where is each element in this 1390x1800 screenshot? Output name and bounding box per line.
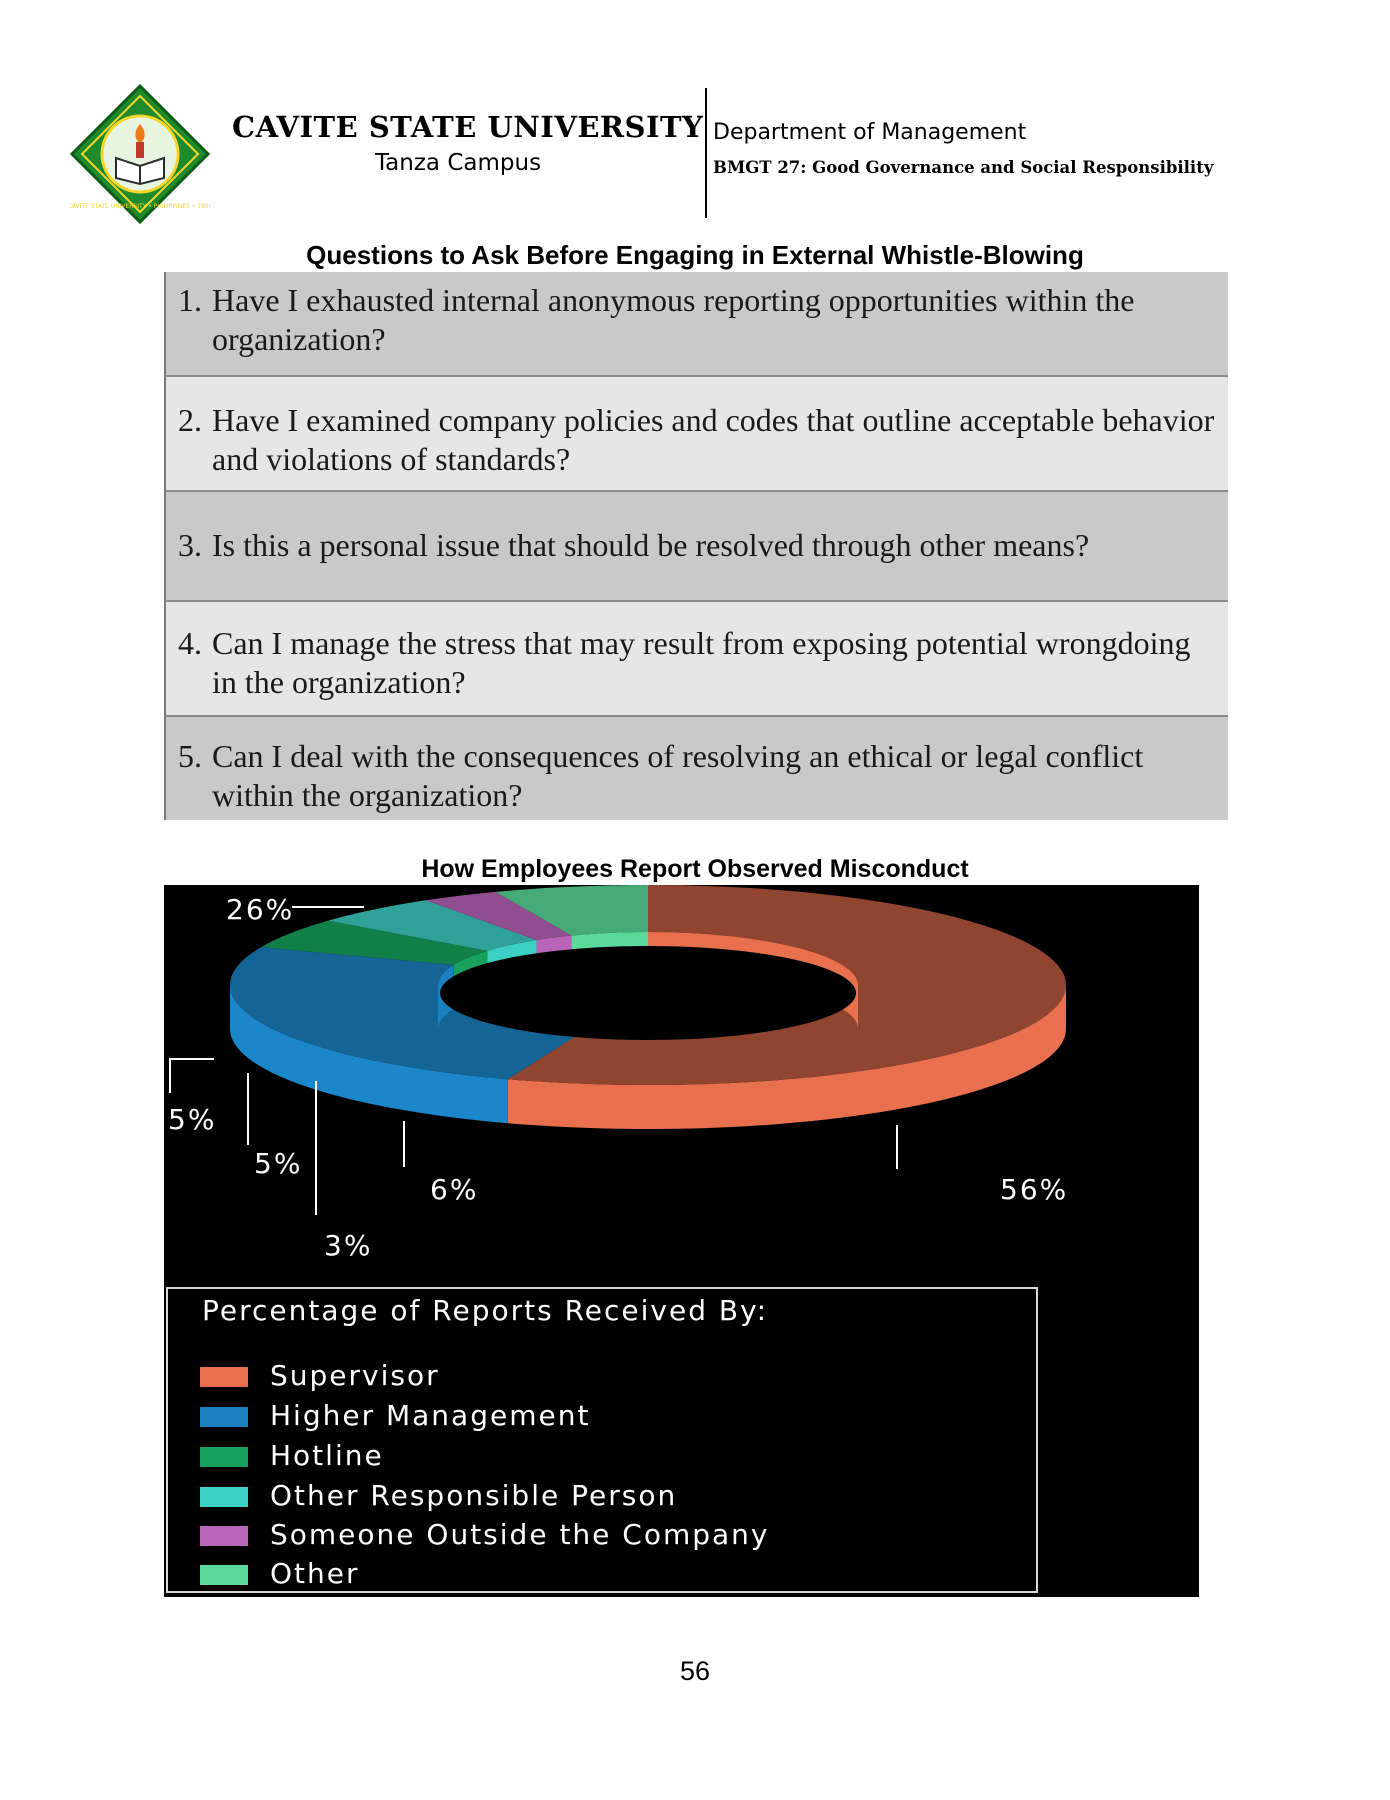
questions-title: Questions to Ask Before Engaging in External Whistle-Blowing: [306, 240, 1084, 270]
university-logo: [70, 84, 210, 224]
question-text: Have I examined company policies and codes that outline acceptable behavior and violations of standards?: [212, 402, 1215, 477]
campus-name: Tanza Campus: [374, 150, 542, 176]
question-row-2: [164, 377, 1228, 492]
department-name: Department of Management: [713, 120, 1027, 145]
question-number: 5.: [178, 738, 202, 774]
question-text: Can I deal with the consequences of resolving an ethical or legal conflict within the organization?: [212, 738, 1144, 813]
legend-swatch: [200, 1407, 248, 1427]
legend-swatch: [200, 1565, 248, 1585]
label-someone-outside: 3%: [324, 1229, 373, 1262]
university-name: CAVITE STATE UNIVERSITY: [232, 110, 704, 144]
label-other-responsible: 5%: [254, 1147, 303, 1180]
label-supervisor: 56%: [1000, 1173, 1069, 1206]
question-row-4: [164, 602, 1228, 717]
legend-swatch: [200, 1526, 248, 1546]
question-row-3: [164, 492, 1228, 602]
legend-swatch: [200, 1367, 248, 1387]
legend-label: Supervisor: [270, 1359, 440, 1392]
donut-chart: [164, 885, 1199, 1285]
chart-title: How Employees Report Observed Misconduct: [421, 855, 969, 883]
donut-hole: [440, 946, 856, 1040]
course-title: BMGT 27: Good Governance and Social Responsibility: [713, 158, 1214, 177]
question-text: Is this a personal issue that should be resolved through other means?: [212, 527, 1090, 563]
seal-text: CAVITE STATE UNIVERSITY • PHILIPPINES • 1906: [70, 203, 210, 210]
page-number: 56: [679, 1656, 711, 1686]
question-number: 2.: [178, 402, 202, 438]
label-other: 6%: [430, 1173, 479, 1206]
legend-label: Someone Outside the Company: [270, 1518, 770, 1551]
question-row-5: [164, 717, 1228, 820]
legend-title: Percentage of Reports Received By:: [202, 1294, 769, 1327]
chart-legend: [166, 1287, 1038, 1593]
question-text: Have I exhausted internal anonymous reporting opportunities within the organization?: [212, 282, 1135, 357]
legend-label: Other Responsible Person: [270, 1479, 678, 1512]
question-number: 1.: [178, 282, 202, 318]
question-number: 4.: [178, 625, 202, 661]
legend-label: Higher Management: [270, 1399, 591, 1432]
leader-line-hotline: [170, 1059, 214, 1093]
legend-swatch: [200, 1447, 248, 1467]
label-higher-management: 26%: [226, 893, 295, 926]
legend-swatch: [200, 1487, 248, 1507]
label-hotline: 5%: [168, 1103, 217, 1136]
university-seal-icon: [70, 84, 210, 224]
questions-table: [164, 272, 1228, 820]
misconduct-chart: [164, 885, 1199, 1597]
question-number: 3.: [178, 527, 202, 563]
legend-label: Other: [270, 1557, 360, 1590]
header-divider: [705, 88, 707, 218]
question-row-1: [164, 272, 1228, 377]
legend-label: Hotline: [270, 1439, 384, 1472]
question-text: Can I manage the stress that may result from exposing potential wrongdoing in the organization?: [212, 625, 1191, 700]
